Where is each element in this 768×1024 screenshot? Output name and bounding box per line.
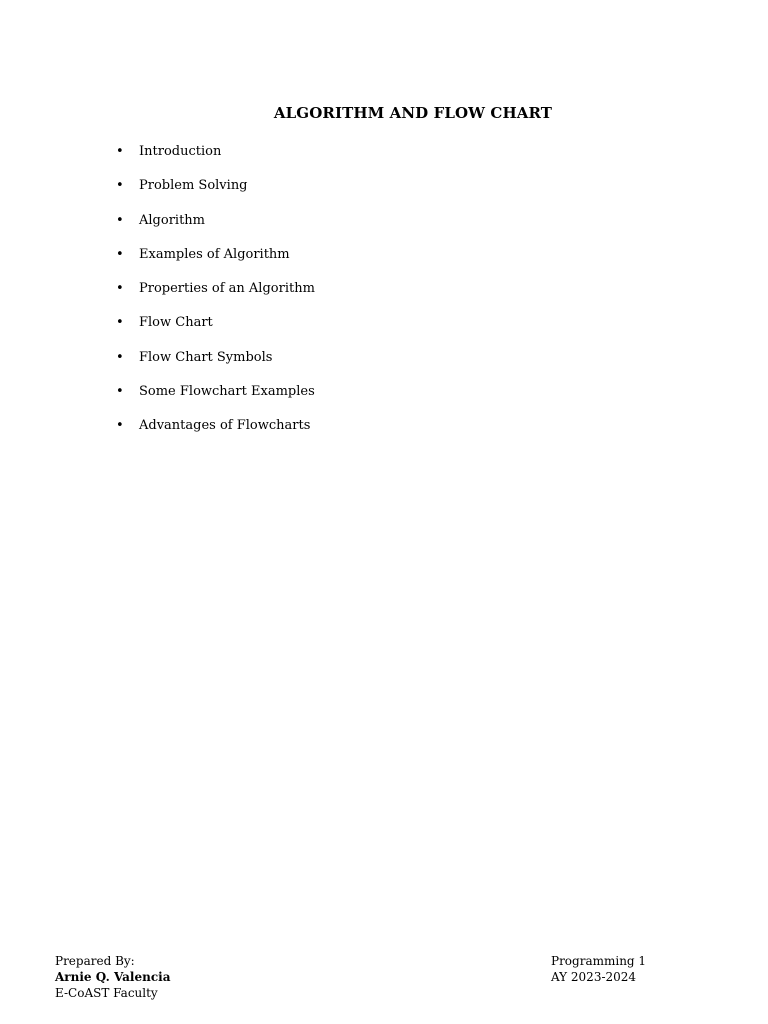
list-item xyxy=(116,415,315,449)
topic-label: Some Flowchart Examples xyxy=(139,384,315,400)
list-item xyxy=(116,347,315,381)
topic-label: Properties of an Algorithm xyxy=(139,281,315,297)
topic-label: Advantages of Flowcharts xyxy=(139,418,311,434)
bullet-icon: • xyxy=(116,281,124,297)
bullet-icon: • xyxy=(116,212,124,228)
course-name: Programming 1 xyxy=(551,954,647,968)
author-affiliation: E-CoAST Faculty xyxy=(55,986,158,1000)
list-item xyxy=(116,278,315,312)
bullet-icon: • xyxy=(116,384,124,400)
academic-year: AY 2023-2024 xyxy=(551,970,637,984)
topic-label: Flow Chart Symbols xyxy=(139,349,273,365)
topic-label: Algorithm xyxy=(139,212,205,228)
list-item xyxy=(116,141,315,175)
list-item xyxy=(116,210,315,244)
footer-course-block xyxy=(551,953,646,985)
bullet-icon: • xyxy=(116,315,124,331)
footer-author-block xyxy=(55,953,170,1001)
topic-label: Flow Chart xyxy=(139,315,213,331)
bullet-icon: • xyxy=(116,349,124,365)
bullet-icon: • xyxy=(116,246,124,262)
topic-label: Introduction xyxy=(139,144,222,159)
list-item xyxy=(116,244,315,278)
list-item xyxy=(116,381,315,415)
bullet-icon: • xyxy=(116,144,124,159)
prepared-by-label: Prepared By: xyxy=(55,954,135,968)
page-title: ALGORITHM AND FLOW CHART xyxy=(273,104,553,122)
topic-label: Examples of Algorithm xyxy=(139,246,290,262)
author-name: Arnie Q. Valencia xyxy=(55,970,171,984)
topic-list xyxy=(116,141,315,450)
list-item xyxy=(116,175,315,209)
topic-label: Problem Solving xyxy=(139,178,248,194)
bullet-icon: • xyxy=(116,178,124,194)
list-item xyxy=(116,312,315,346)
bullet-icon: • xyxy=(116,418,124,434)
